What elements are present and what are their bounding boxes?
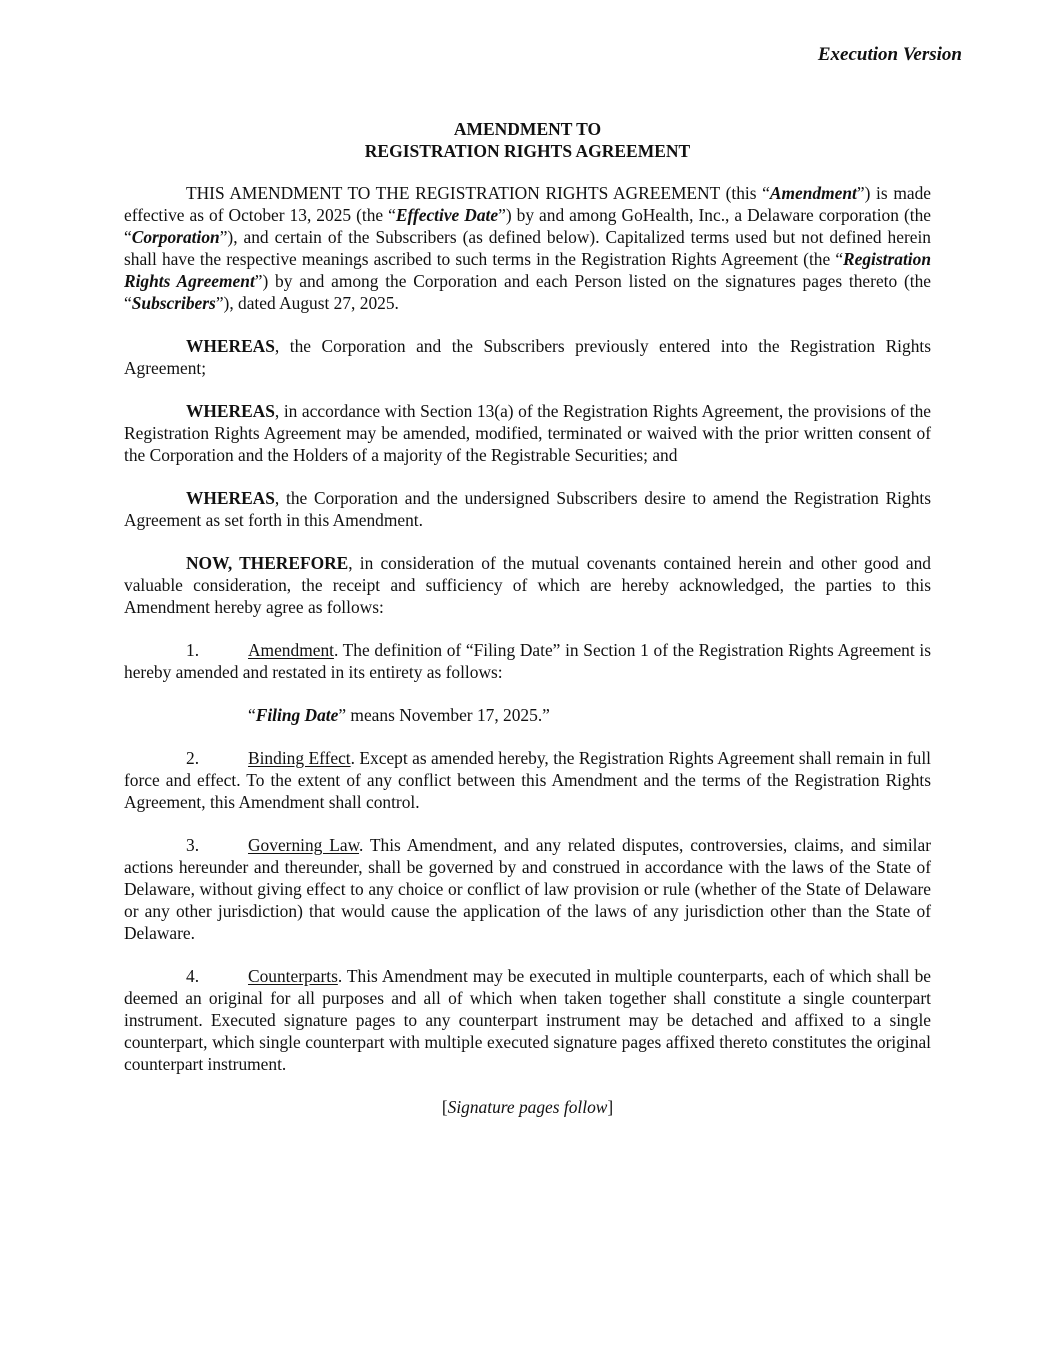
recital-paragraph (124, 552, 931, 618)
execution-version-label: Execution Version (817, 44, 962, 65)
section-3 (124, 834, 931, 944)
bracket-close: ] (607, 1097, 614, 1117)
intro-text-4: ”), and certain of the Subscribers (as defined below). Capitalized terms used but not defined herein shall have the respective meanings ascribed to such terms in the Registration Rights Agreement (the “ (124, 227, 931, 269)
section-heading: Governing Law (248, 835, 360, 855)
section-text: . Except as amended hereby, the Registration Rights Agreement shall remain in full force and effect. To the extent of any conflict between this Amendment and the terms of the Registration Rights Agreement, this Amendment shall control. (124, 748, 931, 812)
recital-lead: WHEREAS (186, 401, 275, 421)
section-number: 3. (186, 835, 200, 855)
section-2 (124, 747, 931, 813)
intro-text-6: ”), dated August 27, 2025. (215, 293, 399, 313)
defined-term-amendment: Amendment (769, 183, 857, 203)
section-heading: Counterparts (248, 966, 338, 986)
section-text: . This Amendment, and any related disputes, controversies, claims, and similar actions hereunder and thereunder, shall be governed by and construed in accordance with the laws of the State of Delaware, without giving effect to any choice or conflict of law provision or rule (whether of the State of Delaware or any other jurisdiction) that would cause the application of the laws of any jurisdiction other than the State of Delaware. (124, 835, 931, 943)
defined-term-subscribers: Subscribers (131, 293, 216, 313)
recital-lead: WHEREAS (186, 488, 275, 508)
filing-date-definition (124, 704, 931, 726)
section-1 (124, 639, 931, 683)
bracket-open: [ (441, 1097, 448, 1117)
intro-paragraph (124, 182, 931, 314)
defined-term-filing-date: Filing Date (255, 705, 339, 725)
recital-lead: NOW, THEREFORE (186, 553, 349, 573)
recital-text: , the Corporation and the undersigned Subscribers desire to amend the Registration Rights Agreement as set forth in this Amendment. (124, 488, 931, 530)
section-4 (124, 965, 931, 1075)
recital-lead: WHEREAS (186, 336, 275, 356)
recital-text: , in accordance with Section 13(a) of the Registration Rights Agreement, the provisions of the Registration Rights Agreement may be amended, modified, terminated or waived with the prior written consent of the Corporation and the Holders of a majority of the Registrable Securities; and (124, 401, 931, 465)
recital-paragraph (124, 335, 931, 379)
intro-text-2: ”) is made effective as of October 13, 2025 (the “ (124, 183, 931, 225)
recital-text: , the Corporation and the Subscribers previously entered into the Registration Rights Agreement; (124, 336, 931, 378)
section-number: 1. (186, 640, 200, 660)
recital-paragraph (124, 400, 931, 466)
defined-term-corporation: Corporation (131, 227, 220, 247)
section-heading: Binding Effect (248, 748, 351, 768)
document-title (0, 118, 1055, 162)
defined-term-registration-rights-agreement: Registration Rights Agreement (124, 249, 931, 291)
title-line-2: REGISTRATION RIGHTS AGREEMENT (364, 141, 691, 161)
intro-text-5: ”) by and among the Corporation and each Person listed on the signatures pages thereto (the “ (124, 271, 931, 313)
intro-text-1: THIS AMENDMENT TO THE REGISTRATION RIGHTS AGREEMENT (this “ (186, 183, 770, 203)
section-text: . The definition of “Filing Date” in Section 1 of the Registration Rights Agreement is hereby amended and restated in its entirety as follows: (124, 640, 931, 682)
intro-text-3: ”) by and among GoHealth, Inc., a Delaware corporation (the “ (124, 205, 931, 247)
defined-term-effective-date: Effective Date (395, 205, 499, 225)
recital-text: , in consideration of the mutual covenants contained herein and other good and valuable consideration, the receipt and sufficiency of which are hereby acknowledged, the parties to this Amendment hereby agree as follows: (124, 553, 932, 617)
definition-open-quote: “ (248, 705, 256, 725)
document-body (124, 182, 931, 1139)
signature-pages-note (124, 1096, 931, 1118)
title-line-1: AMENDMENT TO (453, 119, 602, 139)
definition-text: ” means November 17, 2025.” (338, 705, 550, 725)
recital-paragraph (124, 487, 931, 531)
signature-note-text: Signature pages follow (447, 1097, 608, 1117)
section-number: 2. (186, 748, 200, 768)
section-number: 4. (186, 966, 200, 986)
section-text: . This Amendment may be executed in multiple counterparts, each of which shall be deemed an original for all purposes and all of which when taken together shall constitute a single counterpart instrument. Executed signature pages to any counterpart instrument may be detached and affixed to a single counterpart, which single counterpart with multiple executed signature pages affixed thereto constitutes the original counterpart instrument. (124, 966, 931, 1074)
section-heading: Amendment (248, 640, 334, 660)
